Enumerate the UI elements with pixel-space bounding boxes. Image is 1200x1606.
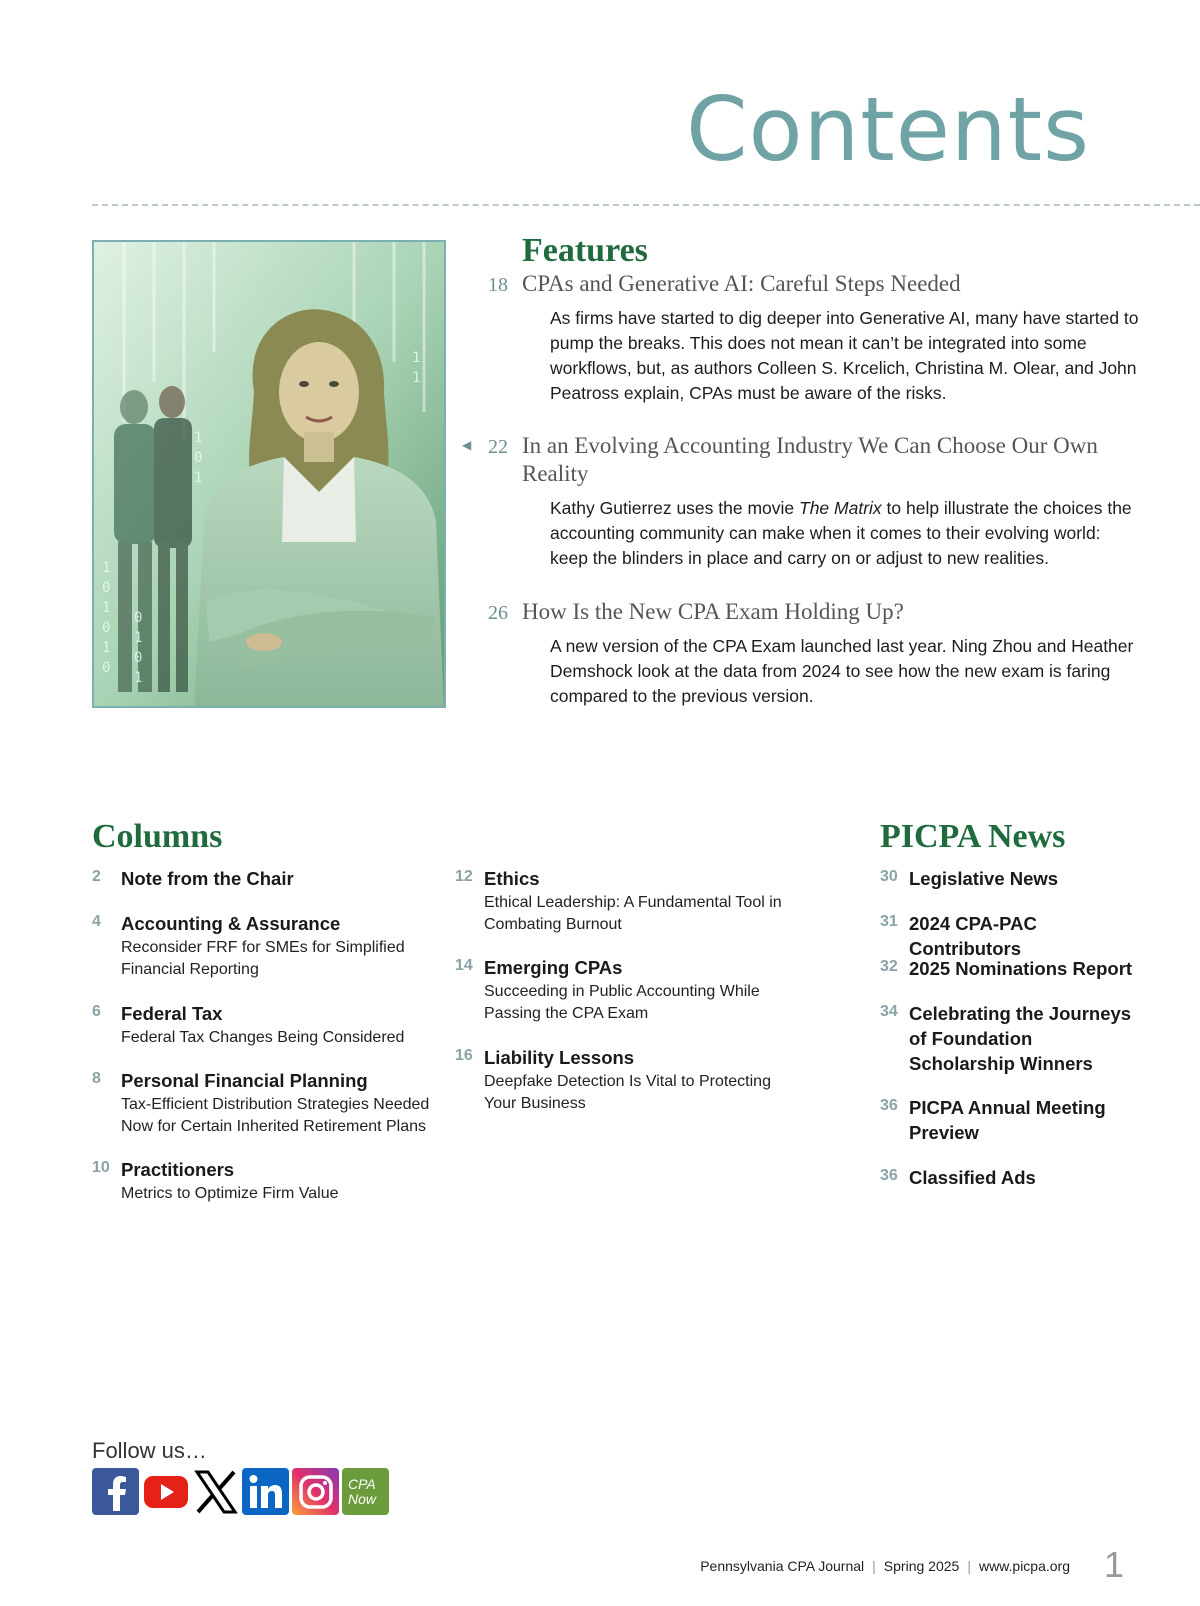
column-subtitle: Tax-Efficient Distribution Strategies Needed Now for Certain Inherited Retirement Plans	[121, 1096, 430, 1135]
svg-text:1: 1	[412, 370, 421, 386]
feature-title[interactable]: CPAs and Generative AI: Careful Steps Needed	[522, 271, 961, 296]
footer-separator: |	[967, 1558, 971, 1574]
column-page-number: 6	[92, 1003, 101, 1020]
svg-text:0: 0	[134, 650, 143, 666]
column-title[interactable]: Accounting & Assurance	[121, 913, 341, 934]
news-title[interactable]: Celebrating the Journeys of Foundation Scholarship Winners	[909, 1003, 1132, 1074]
svg-text:1: 1	[134, 670, 143, 686]
svg-text:1: 1	[134, 630, 143, 646]
columns-heading: Columns	[92, 818, 223, 855]
news-title[interactable]: Classified Ads	[909, 1167, 1036, 1188]
footer	[700, 1558, 1070, 1574]
column-item[interactable]	[92, 1001, 432, 1051]
svg-text:1: 1	[102, 560, 111, 576]
column-title[interactable]: Federal Tax	[121, 1003, 223, 1024]
news-item[interactable]	[880, 1095, 1150, 1150]
feature-description: A new version of the CPA Exam launched last year. Ning Zhou and Heather Demshock look at the data from 2024 to see how the new exam is faring compared to the previous version.	[550, 636, 1134, 706]
footer-separator: |	[872, 1558, 876, 1574]
page-number: 1	[1103, 1544, 1124, 1585]
column-item[interactable]	[455, 1045, 795, 1115]
svg-text:0: 0	[102, 580, 111, 596]
movie-title: The Matrix	[799, 498, 882, 518]
column-subtitle: Metrics to Optimize Firm Value	[121, 1185, 339, 1202]
svg-text:0: 0	[102, 660, 111, 676]
column-subtitle: Ethical Leadership: A Fundamental Tool in Combating Burnout	[484, 894, 782, 933]
column-item[interactable]	[455, 866, 795, 936]
column-item[interactable]	[92, 911, 432, 981]
features-heading: Features	[522, 232, 648, 269]
news-item[interactable]	[880, 866, 1150, 896]
column-item[interactable]	[92, 866, 432, 896]
svg-text:1: 1	[194, 430, 203, 446]
feature-description: As firms have started to dig deeper into Generative AI, many have started to pump the breaks. This does not mean it can’t be integrated into some workflows, but, as authors Colleen S. Krcelich, Christina M. Olear, and John Peatross explain, CPAs must be aware of the risks.	[550, 308, 1139, 403]
column-title[interactable]: Ethics	[484, 868, 540, 889]
news-title[interactable]: 2024 CPA-PAC Contributors	[909, 913, 1037, 959]
news-item[interactable]	[880, 956, 1150, 986]
feature-photo	[92, 240, 446, 708]
news-page-number: 36	[880, 1167, 898, 1184]
news-page-number: 31	[880, 913, 898, 930]
news-page-number: 32	[880, 958, 898, 975]
footer-website[interactable]: www.picpa.org	[978, 1558, 1070, 1574]
feature-page-number: 18	[488, 274, 508, 296]
column-page-number: 8	[92, 1070, 101, 1087]
follow-label: Follow us…	[92, 1438, 207, 1463]
svg-text:0: 0	[194, 450, 203, 466]
column-title[interactable]: Personal Financial Planning	[121, 1070, 368, 1091]
column-page-number: 12	[455, 868, 473, 885]
feature-description-text: to help illustrate the choices the accounting community can make when it comes to their evolving world: keep the blinders in place and carry on or adjust to new realities.	[550, 498, 1132, 568]
svg-text:0: 0	[102, 620, 111, 636]
x-icon[interactable]	[192, 1468, 239, 1515]
feature-item[interactable]	[462, 270, 1142, 410]
column-title[interactable]: Practitioners	[121, 1159, 235, 1180]
feature-description-text: Kathy Gutierrez uses the movie	[550, 498, 799, 518]
triangle-left-icon: ◀	[462, 438, 472, 452]
column-subtitle: Reconsider FRF for SMEs for Simplified Financial Reporting	[121, 939, 405, 978]
news-page-number: 34	[880, 1003, 898, 1020]
news-page-number: 36	[880, 1097, 898, 1114]
column-page-number: 16	[455, 1047, 473, 1064]
column-title[interactable]: Note from the Chair	[121, 868, 294, 889]
feature-item[interactable]	[462, 432, 1142, 582]
column-subtitle: Deepfake Detection Is Vital to Protecting Your Business	[484, 1073, 771, 1112]
news-title[interactable]: Legislative News	[909, 868, 1059, 889]
facebook-icon[interactable]	[92, 1468, 139, 1515]
svg-text:1: 1	[194, 470, 203, 486]
news-item[interactable]	[880, 1001, 1150, 1081]
news-heading: PICPA News	[880, 818, 1066, 855]
cpa-now-text: CPA	[348, 1475, 376, 1492]
column-page-number: 14	[455, 957, 473, 974]
column-title[interactable]: Emerging CPAs	[484, 957, 623, 978]
column-subtitle: Federal Tax Changes Being Considered	[121, 1029, 405, 1046]
instagram-icon[interactable]	[292, 1468, 339, 1515]
column-page-number: 4	[92, 913, 101, 930]
news-page-number: 30	[880, 868, 898, 885]
column-title[interactable]: Liability Lessons	[484, 1047, 635, 1068]
cpa-now-text: Now	[348, 1490, 377, 1507]
column-item[interactable]	[92, 1068, 442, 1138]
column-item[interactable]	[455, 955, 795, 1025]
column-item[interactable]	[92, 1157, 432, 1207]
linkedin-icon[interactable]	[242, 1468, 289, 1515]
header-divider	[92, 204, 1200, 206]
news-item[interactable]	[880, 911, 1150, 959]
feature-title[interactable]: In an Evolving Accounting Industry We Can Choose Our Own Reality	[522, 433, 1098, 486]
social-links	[92, 1468, 389, 1516]
news-item[interactable]	[880, 1165, 1150, 1195]
svg-text:1: 1	[102, 600, 111, 616]
svg-text:0: 0	[134, 610, 143, 626]
news-title[interactable]: 2025 Nominations Report	[909, 958, 1133, 979]
svg-text:1: 1	[412, 350, 421, 366]
feature-item[interactable]	[462, 598, 1142, 708]
column-page-number: 10	[92, 1159, 110, 1176]
cpa-now-icon[interactable]	[342, 1468, 389, 1515]
column-subtitle: Succeeding in Public Accounting While Passing the CPA Exam	[484, 983, 760, 1022]
svg-text:1: 1	[102, 640, 111, 656]
news-title[interactable]: PICPA Annual Meeting Preview	[909, 1097, 1106, 1143]
column-page-number: 2	[92, 868, 101, 885]
feature-description	[550, 496, 1140, 571]
footer-journal: Pennsylvania CPA Journal	[700, 1558, 865, 1574]
footer-issue: Spring 2025	[883, 1558, 960, 1574]
feature-page-number: 22	[488, 436, 508, 458]
feature-page-number: 26	[488, 602, 508, 624]
page-title: Contents	[686, 78, 1090, 181]
feature-title[interactable]: How Is the New CPA Exam Holding Up?	[522, 599, 904, 624]
youtube-icon[interactable]	[142, 1468, 189, 1515]
